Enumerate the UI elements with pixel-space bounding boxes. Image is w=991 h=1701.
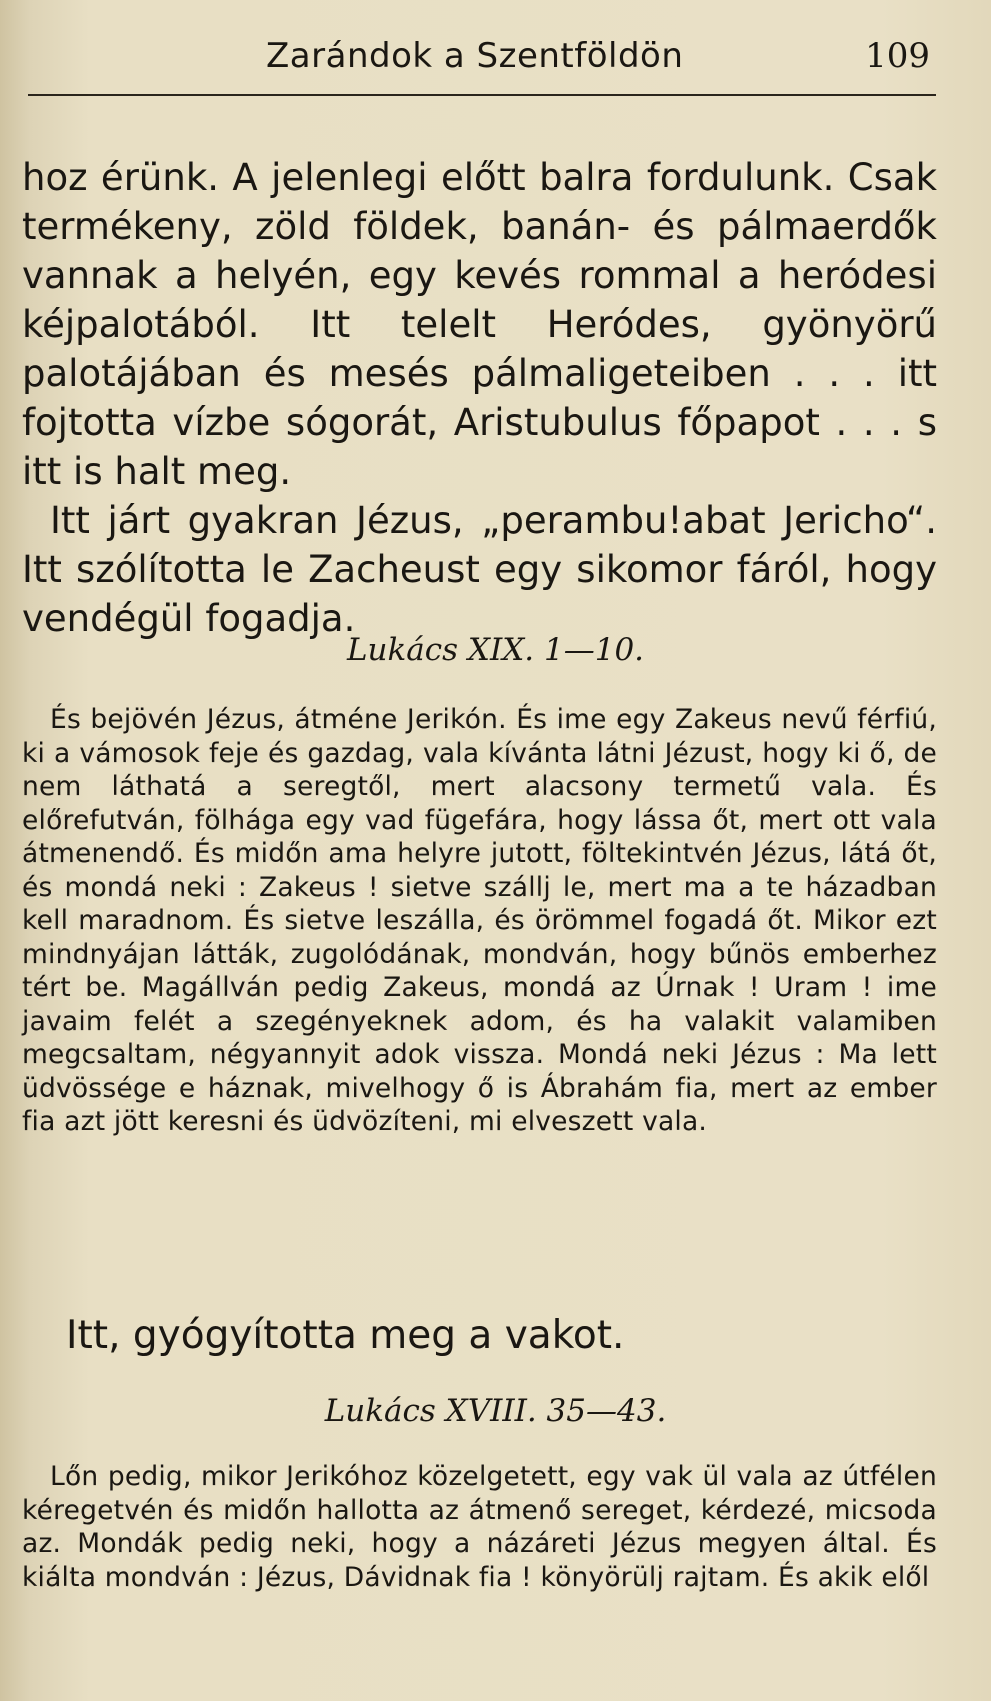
citation-luke-18: Lukács XVIII. 35—43. — [324, 1393, 667, 1429]
quote-luke-19-text: És bejövén Jézus, átméne Jerikón. És ime egy Zakeus nevű férfiú, ki a vámosok feje és gazdag, vala kívánta látni Jézust, hogy ki ő, de nem láthatá a seregtől, mert alacsony termetű vala. És előrefutván, fölhága egy vad fügefára, hogy lássa őt, mert ott vala átmenendő. És midőn ama helyre jutott, föltekintvén Jézus, látá őt, és mondá neki : Zakeus ! sietve szállj le, mert ma a te házadban kell maradnom. És sietve leszálla, és örömmel fogadá őt. Mikor ezt mindnyájan látták, zugolódának, mondván, hogy bűnös emberhez tért be. Magállván pedig Zakeus, mondá az Úrnak ! Uram ! ime javaim felét a szegényeknek adom, és ha valakit valamiben megcsaltam, négyannyit adok vissza. Mondá neki Jézus : Ma lett üdvössége e háznak, mivelhogy ő is Ábrahám fia, mert az ember fia azt jött keresni és üdvözíteni, mi elveszett vala. — [22, 704, 937, 1137]
body-text-main — [22, 153, 937, 643]
quote-luke-19 — [22, 703, 937, 1139]
running-title: Zarándok a Szentföldön — [266, 36, 684, 76]
running-head — [258, 36, 938, 80]
quote-luke-18-text: Lőn pedig, mikor Jerikóhoz közelgetett, egy vak ül vala az útfélen kéregetvén és midőn hallotta az átmenő sereget, kérdezé, micsoda az. Mondák pedig neki, hogy a názáreti Jézus megyen által. És kiálta mondván : Jézus, Dávidnak fia ! könyörülj rajtam. És akik elől — [22, 1461, 937, 1593]
section-heading: Itt, gyógyította meg a vakot. — [66, 1313, 625, 1358]
paragraph-jericho-history: hoz érünk. A jelenlegi előtt balra fordulunk. Csak termékeny, zöld földek, banán- és pálmaerdők vannak a helyén, egy kevés rommal a heródesi kéjpalotából. Itt telelt Heródes, gyönyörű palotájában és mesés pálmaligeteiben . . . itt fojtotta vízbe sógorát, Aristubulus főpapot . . . s itt is halt meg. — [22, 156, 937, 493]
page-number: 109 — [865, 36, 930, 76]
quote-luke-18 — [22, 1460, 937, 1594]
paragraph-zacheus-intro: Itt járt gyakran Jézus, „perambu!abat Jericho“. Itt szólította le Zacheust egy sikomor fáról, hogy vendégül fogadja. — [22, 499, 937, 640]
citation-luke-19: Lukács XIX. 1—10. — [346, 632, 645, 668]
header-rule — [28, 94, 936, 96]
